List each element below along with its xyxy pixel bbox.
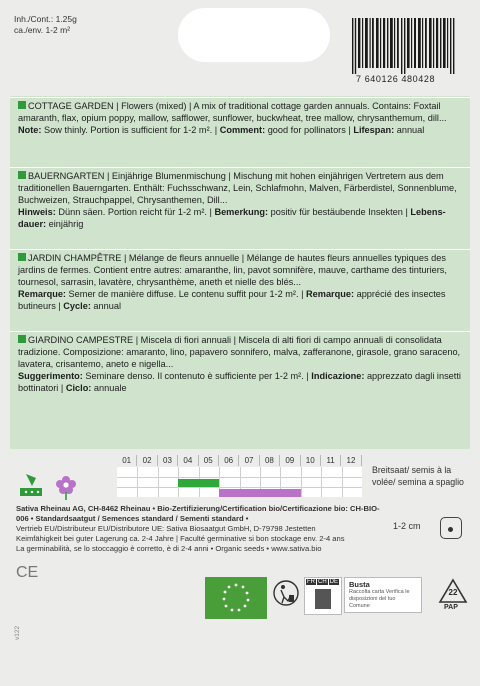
month-label: 07 bbox=[239, 455, 259, 466]
sowing-method: Breitsaat/ semis à la volée/ semina a spaglio bbox=[372, 465, 464, 487]
section-title: GIARDINO CAMPESTRE bbox=[28, 335, 134, 345]
packet-icon bbox=[315, 589, 331, 609]
section-french bbox=[10, 249, 470, 331]
section-marker-icon bbox=[18, 335, 26, 343]
sowing-icon bbox=[20, 474, 42, 496]
month-label: 01 bbox=[117, 455, 137, 466]
sorting-icons bbox=[304, 577, 342, 615]
code-de: DE bbox=[329, 579, 339, 585]
seed-depth-icon bbox=[440, 517, 462, 539]
section-marker-icon bbox=[18, 171, 26, 179]
code-fr: FR bbox=[307, 579, 315, 585]
comment-value: apprécié des insectes butineurs | bbox=[18, 289, 446, 311]
section-marker-icon bbox=[18, 101, 26, 109]
pap-label: PAP bbox=[444, 604, 458, 611]
comment-label: Comment: bbox=[219, 125, 266, 135]
lifespan-value: annual bbox=[90, 301, 122, 311]
company-line2: Vertrieb EU/Distributeur EU/Distributore UE: Sativa Biosaatgut GmbH, D-79798 Jestetten bbox=[16, 524, 316, 533]
section-body: | Miscela di fiori annuali | Miscela di alti fiori di campo annuali di consolidata tradizione. Composizione: amaranto, lino, papavero sonnifero, malva, zafferanone, girasole, grano saraceno, lavatera, crisantemo, aneto e nigella... bbox=[18, 335, 461, 369]
comment-value: good for pollinators | bbox=[265, 125, 354, 135]
month-label: 12 bbox=[341, 455, 361, 466]
section-marker-icon bbox=[18, 253, 26, 261]
lifespan-value: einjährig bbox=[46, 219, 84, 229]
lifespan-value: annuale bbox=[91, 383, 127, 393]
sowing-calendar-grid bbox=[117, 467, 362, 497]
ce-mark: CE bbox=[16, 564, 39, 581]
note-value: Sow thinly. Portion is sufficient for 1-2 m². | bbox=[41, 125, 220, 135]
section-english bbox=[10, 97, 470, 167]
note-label: Note: bbox=[18, 125, 42, 135]
content-info bbox=[14, 14, 77, 36]
busta-label: Busta bbox=[349, 580, 370, 589]
section-body: | Einjährige Blumenmischung | Mischung mit hohen einjährigen Vertretern aus dem traditionellen Bauerngarten. Enthält: Fuchsschwanz, Lein, Schlafmohn, Malven, Färberdistel, Sonnenblume, Buchweizen, Strauchpappel, Chrysanthemen, Dill... bbox=[18, 171, 457, 205]
section-body: | Flowers (mixed) | A mix of traditional cottage garden annuals. Contains: Foxtail amaranth, flax, opium poppy, mallow, safflower, sunflower, buckwheat, tree mallow, chrysanthemum, dill... bbox=[18, 101, 447, 123]
note-label: Hinweis: bbox=[18, 207, 56, 217]
sowing-period-bar bbox=[178, 479, 219, 487]
month-label: 03 bbox=[158, 455, 178, 466]
pap-number: 22 bbox=[448, 588, 458, 597]
tidyman-icon bbox=[272, 579, 300, 615]
comment-label: Indicazione: bbox=[311, 371, 365, 381]
lifespan-label: Lifespan: bbox=[353, 125, 395, 135]
month-label: 11 bbox=[321, 455, 341, 466]
content-weight: Inh./Cont.: 1.25g bbox=[14, 14, 77, 24]
section-title: COTTAGE GARDEN bbox=[28, 101, 114, 111]
company-line1: Sativa Rheinau AG, CH-8462 Rheinau • Bio-Zertifizierung/Certification bio/Certificazione bio: CH-BIO-006 • Standardsaatgut / Semences standard / Sementi standard • bbox=[16, 504, 380, 523]
comment-value: apprezzato dagli insetti bottinatori | bbox=[18, 371, 461, 393]
company-line3: Keimfähigkeit bei guter Lagerung ca. 2-4 Jahre | Faculté germinative si bon stockage env. 2-4 ans bbox=[16, 534, 345, 543]
month-label: 06 bbox=[219, 455, 239, 466]
busta-note: Raccolta carta Verifica le disposizioni del tuo Comune bbox=[349, 589, 410, 609]
month-label: 10 bbox=[301, 455, 321, 466]
hang-hole bbox=[178, 8, 330, 62]
month-label: 02 bbox=[137, 455, 157, 466]
section-body: | Mélange de fleurs annuelle | Mélange de hautes fleurs annuelles typiques des jardins de fermes. Contient entre autres: amaranthe, lin, pavot somnifère, mauve, carthame des tinturiers, tournesol, sarrasin, lavatère, chrysanthème, aneth et nielle des blés... bbox=[18, 253, 447, 287]
month-label: 08 bbox=[260, 455, 280, 466]
month-label: 04 bbox=[178, 455, 198, 466]
lifespan-value: annual bbox=[394, 125, 425, 135]
lifespan-label: Lebens-dauer: bbox=[18, 207, 446, 229]
month-label: 09 bbox=[280, 455, 300, 466]
eu-organic-logo-icon bbox=[205, 577, 267, 619]
content-area: ca./env. 1-2 m² bbox=[14, 25, 71, 35]
company-info bbox=[16, 504, 386, 554]
barcode-icon bbox=[348, 18, 460, 74]
month-header bbox=[117, 455, 362, 466]
note-value: Seminare denso. Il contenuto è sufficiente per 1-2 m². | bbox=[82, 371, 312, 381]
calendar-icons bbox=[18, 470, 82, 500]
barcode-number: 7 640126 480428 bbox=[356, 74, 436, 84]
lifespan-label: Ciclo: bbox=[65, 383, 92, 393]
comment-label: Remarque: bbox=[306, 289, 355, 299]
section-german bbox=[10, 167, 470, 249]
note-label: Suggerimento: bbox=[18, 371, 83, 381]
recycling-info bbox=[270, 577, 430, 617]
flower-icon bbox=[56, 476, 76, 500]
comment-label: Bemerkung: bbox=[214, 207, 269, 217]
pap-mark bbox=[438, 578, 468, 615]
flowering-period-bar bbox=[219, 489, 301, 497]
section-italian bbox=[10, 331, 470, 415]
comment-value: positiv für bestäubende Insekten | bbox=[268, 207, 411, 217]
note-value: Dünn säen. Portion reicht für 1-2 m². | bbox=[55, 207, 215, 217]
note-label: Remarque: bbox=[18, 289, 66, 299]
section-title: BAUERNGARTEN bbox=[28, 171, 105, 181]
section-title: JARDIN CHAMPÊTRE bbox=[28, 253, 122, 263]
lot-code: v122 bbox=[14, 625, 21, 640]
company-line4: La germinabilità, se lo stoccaggio è corretto, è di 2-4 anni • Organic seeds • www.sativa.bio bbox=[16, 544, 322, 553]
month-label: 05 bbox=[199, 455, 219, 466]
lifespan-label: Cycle: bbox=[63, 301, 91, 311]
sowing-depth: 1-2 cm bbox=[393, 521, 421, 531]
code-ch: CH bbox=[318, 579, 327, 585]
note-value: Semer de manière diffuse. Le contenu suffit pour 1-2 m². | bbox=[66, 289, 307, 299]
busta-box bbox=[344, 577, 422, 613]
